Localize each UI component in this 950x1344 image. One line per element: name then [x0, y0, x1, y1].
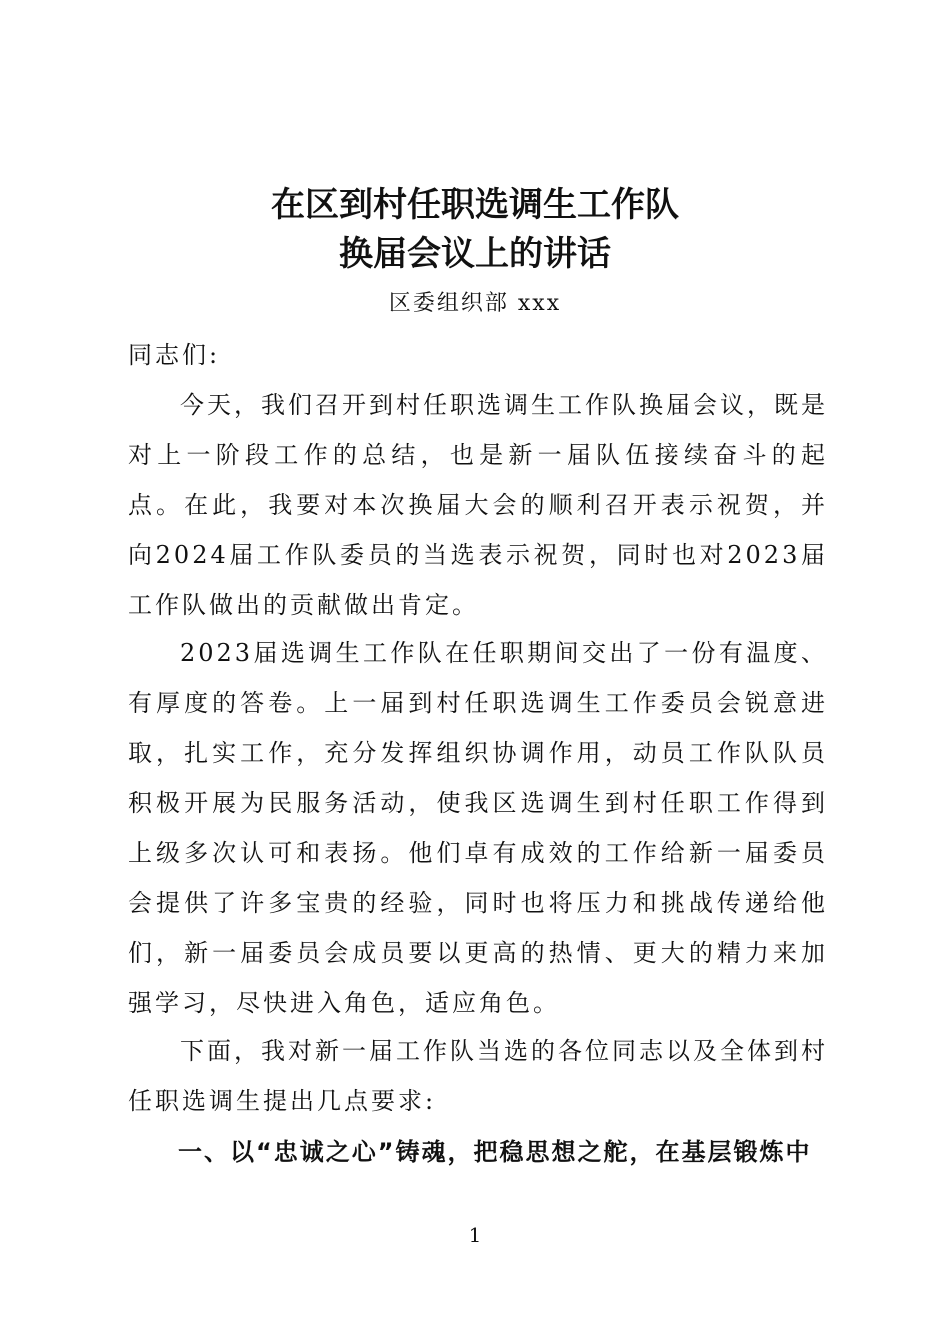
paragraph-1: 今天，我们召开到村任职选调生工作队换届会议，既是对上一阶段工作的总结，也是新一届队伍接续奋斗的起点。在此，我要对本次换届大会的顺利召开表示祝贺，并向2024届工作队委员的当选表示祝贺，同时也对2023届工作队做出的贡献做出肯定。	[128, 391, 828, 619]
document-title-line2: 换届会议上的讲话	[339, 234, 611, 274]
greeting: 同志们:	[128, 341, 221, 369]
paragraph-3: 下面，我对新一届工作队当选的各位同志以及全体到村任职选调生提出几点要求:	[128, 1037, 828, 1115]
document-author: 区委组织部 xxx	[388, 291, 562, 316]
page-number: 1	[468, 1223, 482, 1247]
section-heading-1: 一、以“忠诚之心”铸魂，把稳思想之舵，在基层锻炼中	[178, 1138, 812, 1166]
document-title-line1: 在区到村任职选调生工作队	[271, 185, 679, 225]
paragraph-2: 2023届选调生工作队在任职期间交出了一份有温度、有厚度的答卷。上一届到村任职选调生工作委员会锐意进取，扎实工作，充分发挥组织协调作用，动员工作队队员积极开展为民服务活动，使我区选调生到村任职工作得到上级多次认可和表扬。他们卓有成效的工作给新一届委员会提供了许多宝贵的经验，同时也将压力和挑战传递给他们，新一届委员会成员要以更高的热情、更大的精力来加强学习，尽快进入角色，适应角色。	[128, 639, 828, 1017]
